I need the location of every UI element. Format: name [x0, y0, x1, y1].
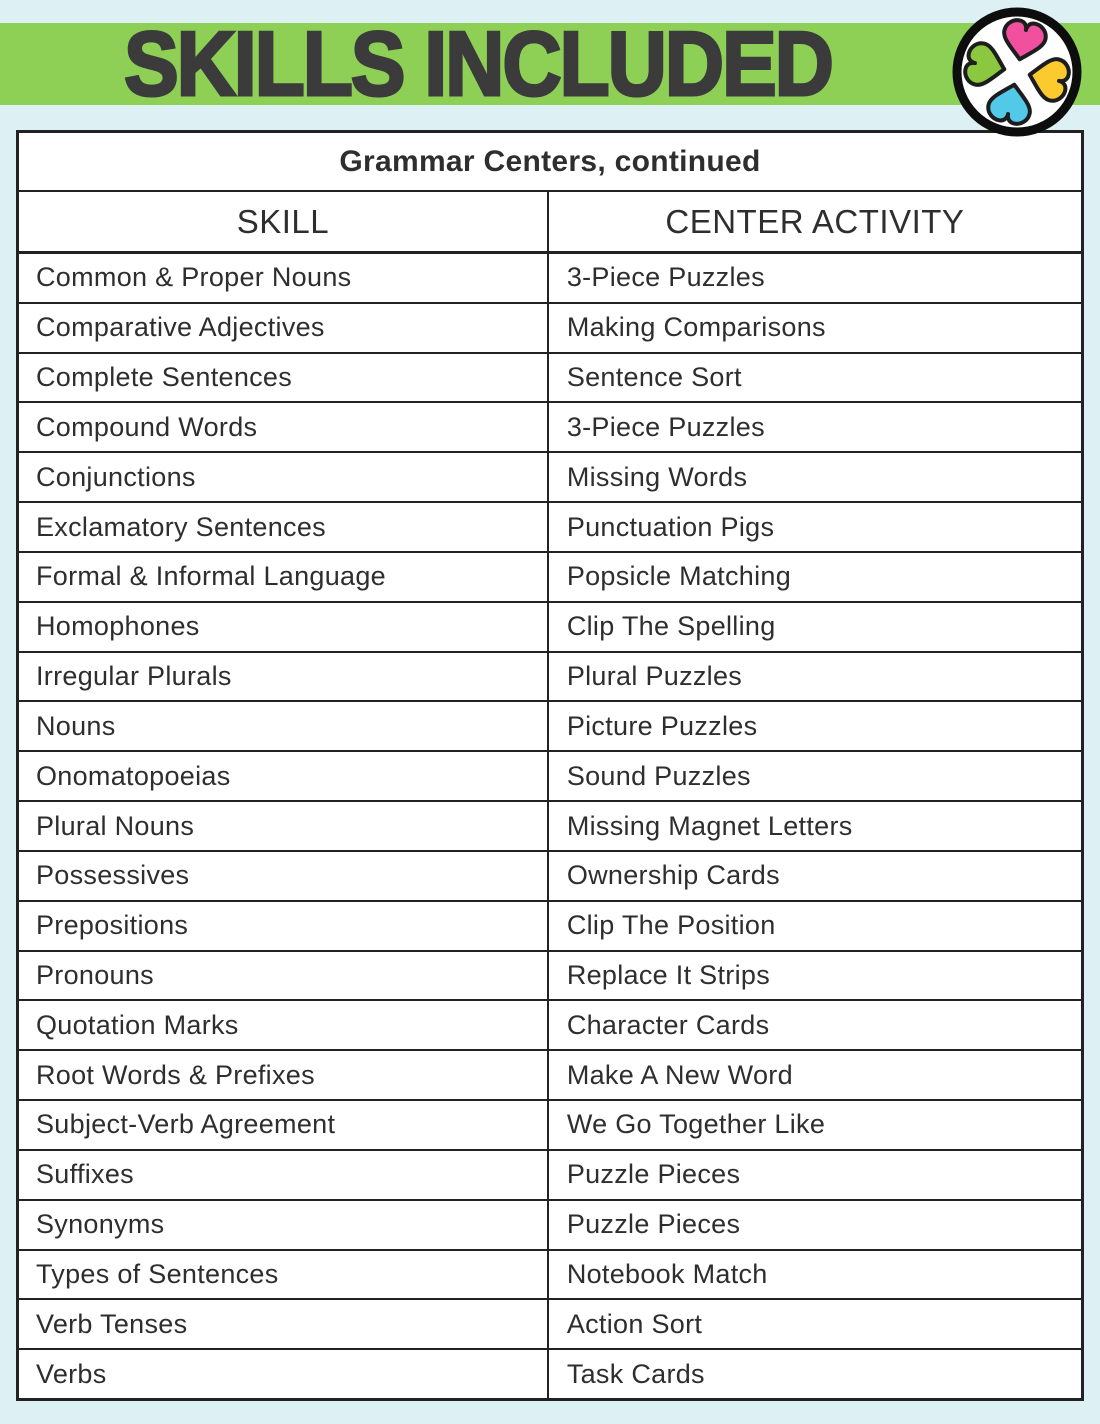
- activity-cell: Replace It Strips: [547, 952, 1081, 1000]
- table-row: [19, 553, 1081, 603]
- table-row: [19, 354, 1081, 404]
- table-row: [19, 752, 1081, 802]
- table-row: [19, 254, 1081, 304]
- skill-cell: Irregular Plurals: [36, 661, 232, 692]
- skill-cell: Verb Tenses: [36, 1308, 188, 1339]
- table-row: [19, 802, 1081, 852]
- activity-cell: Clip The Spelling: [547, 603, 1081, 651]
- table-title: Grammar Centers, continued: [19, 133, 1081, 192]
- skill-cell: Complete Sentences: [36, 362, 293, 393]
- table-row: [19, 952, 1081, 1002]
- activity-cell: Notebook Match: [547, 1251, 1081, 1299]
- skill-cell: Common & Proper Nouns: [36, 262, 352, 293]
- skill-cell: Onomatopoeias: [36, 760, 231, 791]
- table-row: [19, 1151, 1081, 1201]
- skill-cell: Plural Nouns: [36, 810, 195, 841]
- table-row: [19, 702, 1081, 752]
- activity-cell: Ownership Cards: [547, 852, 1081, 900]
- skill-cell: Nouns: [36, 710, 116, 741]
- table-row: [19, 1350, 1081, 1398]
- clover-hearts-logo: [950, 5, 1084, 139]
- table-row: [19, 304, 1081, 354]
- column-header-skill: SKILL: [236, 202, 330, 240]
- activity-cell: Sentence Sort: [547, 354, 1081, 402]
- table-row: [19, 1001, 1081, 1051]
- table-row: [19, 852, 1081, 902]
- activity-cell: Making Comparisons: [547, 304, 1081, 352]
- activity-cell: Puzzle Pieces: [547, 1151, 1081, 1199]
- skill-cell: Subject-Verb Agreement: [36, 1109, 336, 1140]
- table-row: [19, 1251, 1081, 1301]
- skill-cell: Possessives: [36, 860, 190, 891]
- activity-cell: We Go Together Like: [547, 1101, 1081, 1149]
- activity-cell: Plural Puzzles: [547, 653, 1081, 701]
- activity-cell: Action Sort: [547, 1300, 1081, 1348]
- skill-cell: Formal & Informal Language: [36, 561, 386, 592]
- activity-cell: Sound Puzzles: [547, 752, 1081, 800]
- table-row: [19, 902, 1081, 952]
- activity-cell: Missing Magnet Letters: [547, 802, 1081, 850]
- activity-cell: 3-Piece Puzzles: [547, 254, 1081, 302]
- table-row: [19, 653, 1081, 703]
- activity-cell: Clip The Position: [547, 902, 1081, 950]
- skill-cell: Comparative Adjectives: [36, 312, 325, 343]
- table-header-row: [19, 192, 1081, 254]
- skill-cell: Types of Sentences: [36, 1258, 279, 1289]
- skill-cell: Pronouns: [36, 960, 154, 990]
- activity-cell: Punctuation Pigs: [547, 503, 1081, 551]
- skill-cell: Root Words & Prefixes: [36, 1059, 315, 1090]
- activity-cell: Popsicle Matching: [547, 553, 1081, 601]
- skill-cell: Homophones: [36, 611, 200, 642]
- activity-cell: Character Cards: [547, 1001, 1081, 1049]
- table-row: [19, 503, 1081, 553]
- skill-cell: Conjunctions: [36, 461, 196, 492]
- skill-cell: Exclamatory Sentences: [36, 511, 326, 542]
- table-body: [19, 254, 1081, 1398]
- skill-cell: Compound Words: [36, 411, 258, 442]
- activity-cell: 3-Piece Puzzles: [547, 403, 1081, 451]
- grammar-centers-table: [16, 130, 1084, 1401]
- table-row: [19, 1101, 1081, 1151]
- column-header-center-activity: CENTER ACTIVITY: [547, 192, 1081, 251]
- table-row: [19, 1201, 1081, 1251]
- skill-cell: Quotation Marks: [36, 1009, 239, 1040]
- table-row: [19, 403, 1081, 453]
- page-title: SKILLS INCLUDED: [124, 13, 832, 115]
- table-row: [19, 603, 1081, 653]
- clover-hearts-icon: [950, 5, 1084, 139]
- table-row: [19, 453, 1081, 503]
- activity-cell: Picture Puzzles: [547, 702, 1081, 750]
- table-row: [19, 1051, 1081, 1101]
- skill-cell: Suffixes: [36, 1159, 134, 1190]
- activity-cell: Make A New Word: [547, 1051, 1081, 1099]
- activity-cell: Task Cards: [547, 1350, 1081, 1398]
- table-row: [19, 1300, 1081, 1350]
- skill-cell: Prepositions: [36, 910, 189, 941]
- activity-cell: Missing Words: [547, 453, 1081, 501]
- skill-cell: Synonyms: [36, 1209, 165, 1240]
- activity-cell: Puzzle Pieces: [547, 1201, 1081, 1249]
- skill-cell: Verbs: [36, 1358, 107, 1389]
